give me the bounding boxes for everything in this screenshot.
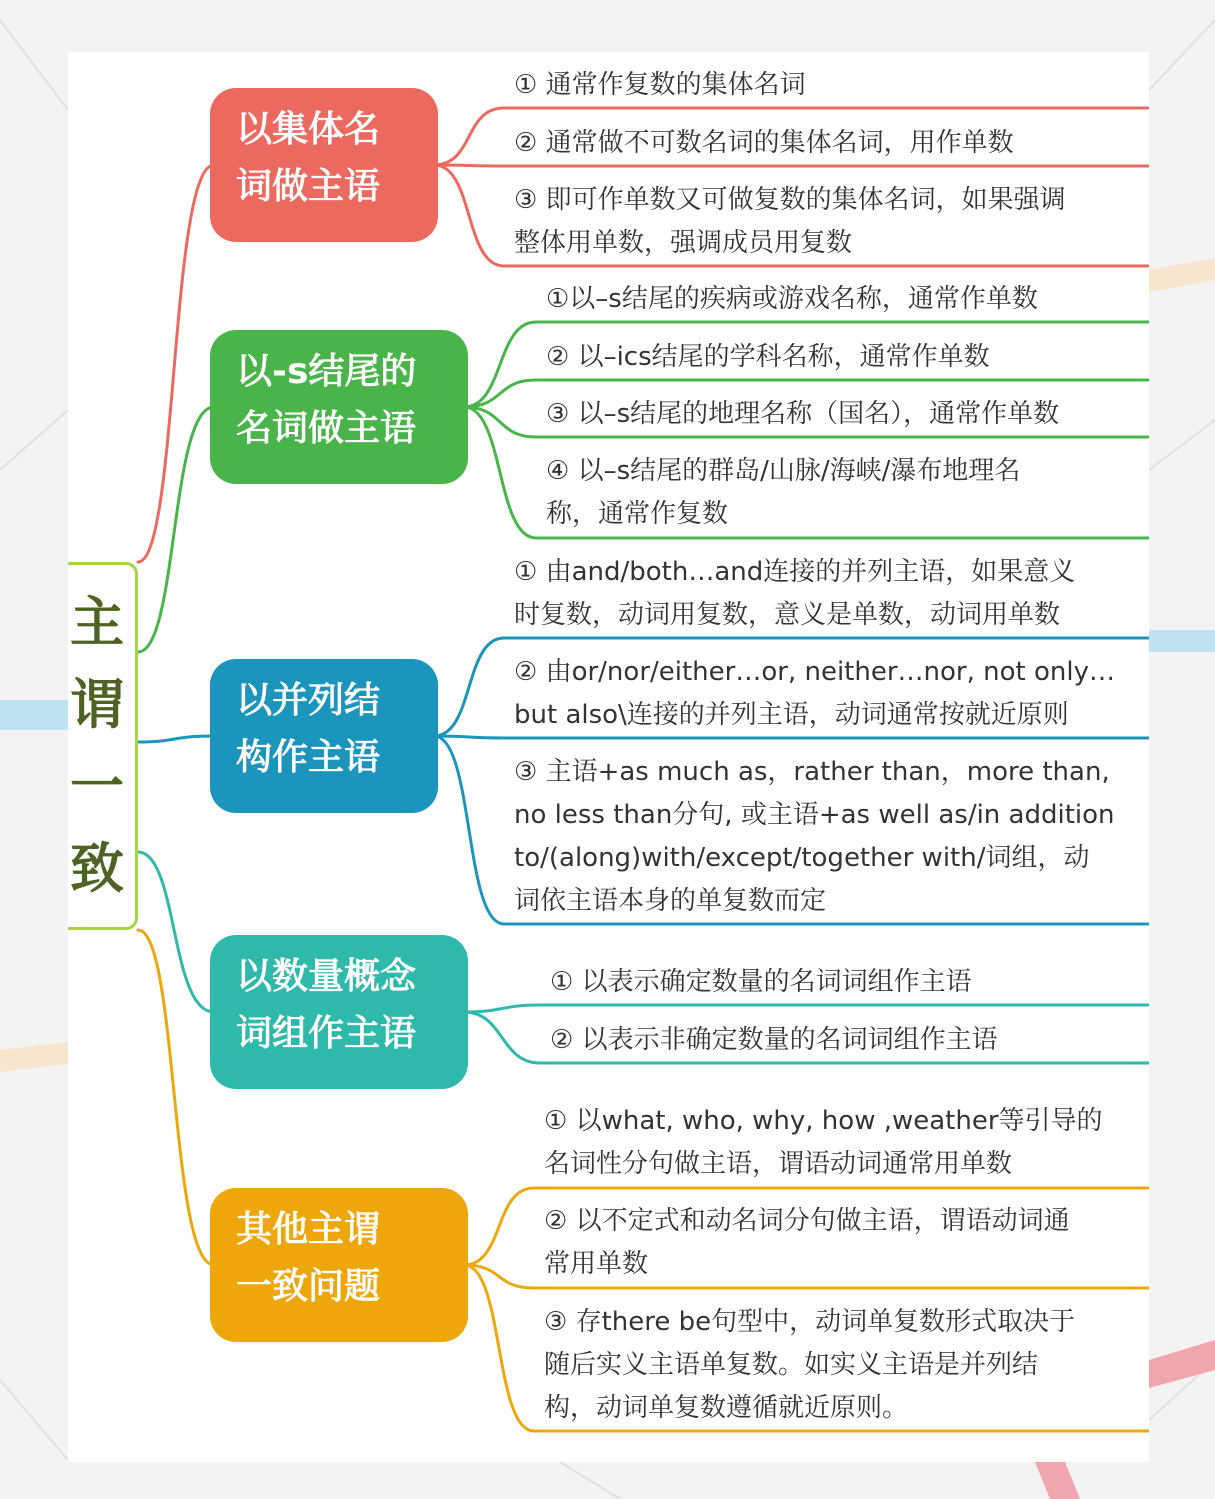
- leaf-text-line: ④ 以–s结尾的群岛/山脉/海峡/瀑布地理名: [546, 456, 1021, 486]
- leaf-text-line: ① 由and/both…and连接的并列主语，如果意义: [514, 557, 1076, 587]
- leaf-item: [514, 64, 806, 107]
- leaf-text-line: ①以–s结尾的疾病或游戏名称，通常作单数: [546, 284, 1038, 314]
- leaf-item: [514, 651, 1115, 737]
- leaf-item: [546, 393, 1059, 436]
- branch-label-line: 其他主谓: [236, 1209, 381, 1250]
- branch-node-coordinate-subjects: [210, 659, 438, 813]
- leaf-text-line: ③ 主语+as much as，rather than，more than,: [514, 757, 1110, 787]
- branch-label-line: 以并列结: [236, 680, 381, 721]
- leaf-text-line: no less than分句, 或主语+as well as/in addition: [514, 800, 1115, 830]
- leaf-item: [514, 751, 1115, 923]
- leaf-text-line: ② 以表示非确定数量的名词词组作主语: [550, 1025, 998, 1055]
- leaf-text-line: 构，动词单复数遵循就近原则。: [544, 1393, 909, 1423]
- leaf-text-line: 名词性分句做主语，谓语动词通常用单数: [544, 1149, 1013, 1179]
- leaf-text-line: ① 以表示确定数量的名词词组作主语: [550, 967, 972, 997]
- leaf-item: [544, 1100, 1103, 1186]
- connector-line: [464, 1005, 1149, 1012]
- leaf-item: [514, 551, 1075, 637]
- leaf-item: [544, 1301, 1075, 1430]
- branch-node-s-ending-nouns: [210, 330, 468, 484]
- root-char: 谓: [70, 673, 124, 736]
- leaf-item: [514, 179, 1066, 265]
- leaf-text-line: ② 通常做不可数名词的集体名词，用作单数: [514, 128, 1014, 158]
- leaf-text-line: ② 以不定式和动名词分句做主语，谓语动词通: [544, 1206, 1070, 1236]
- branch-label-line: 以集体名: [236, 109, 381, 150]
- connector-line: [138, 930, 214, 1265]
- leaf-text-line: 词依主语本身的单复数而定: [514, 886, 827, 916]
- leaf-text-line: 整体用单数，强调成员用复数: [514, 228, 853, 258]
- root-node: [68, 562, 138, 930]
- connector-line: [138, 852, 214, 1012]
- leaf-text-line: 时复数，动词用复数，意义是单数，动词用单数: [514, 600, 1061, 630]
- root-char: 致: [70, 837, 124, 900]
- leaf-text-line: but also\连接的并列主语，动词通常按就近原则: [514, 700, 1069, 730]
- leaf-item: [550, 1019, 998, 1062]
- branch-label-line: 以-s结尾的: [236, 351, 417, 392]
- root-char: 主: [70, 591, 124, 654]
- connector-line: [434, 165, 1149, 166]
- leaf-text-line: ② 以–ics结尾的学科名称，通常作单数: [546, 342, 990, 372]
- branch-label-line: 名词做主语: [236, 408, 417, 449]
- root-char: 一: [70, 755, 124, 818]
- leaf-item: [546, 336, 990, 379]
- leaf-text-line: ③ 以–s结尾的地理名称（国名），通常作单数: [546, 399, 1060, 429]
- connector-line: [138, 165, 214, 562]
- branch-label-line: 以数量概念: [236, 956, 417, 997]
- branch-label-line: 词组作主语: [236, 1013, 417, 1054]
- leaf-item: [550, 961, 972, 1004]
- leaf-text-line: 常用单数: [544, 1249, 649, 1279]
- leaf-text-line: 随后实义主语单复数。如实义主语是并列结: [544, 1350, 1039, 1380]
- leaf-text-line: to/(along)with/except/together with/词组，动: [514, 843, 1090, 873]
- mind-map: [68, 52, 1149, 1462]
- branch-label-line: 一致问题: [236, 1266, 381, 1307]
- branch-node-collective-nouns: [210, 88, 438, 242]
- leaf-text-line: ③ 即可作单数又可做复数的集体名词，如果强调: [514, 185, 1066, 215]
- branch-label-line: 词做主语: [236, 166, 381, 207]
- branch-label-line: 构作主语: [236, 737, 381, 778]
- branch-node-other-agreement: [210, 1188, 468, 1342]
- leaf-item: [544, 1200, 1070, 1286]
- leaf-text-line: ① 通常作复数的集体名词: [514, 70, 806, 100]
- leaf-item: [546, 450, 1020, 536]
- connector-line: [138, 407, 214, 652]
- branch-node-quantity-phrases: [210, 935, 468, 1089]
- leaf-item: [514, 122, 1014, 165]
- leaf-text-line: ① 以what, who, why, how ,weather等引导的: [544, 1106, 1103, 1136]
- leaf-text-line: ② 由or/nor/either…or, neither…nor, not only…: [514, 657, 1115, 687]
- leaf-text-line: ③ 存there be句型中，动词单复数形式取决于: [544, 1307, 1076, 1337]
- leaf-text-line: 称，通常作复数: [546, 499, 729, 529]
- leaf-item: [546, 278, 1038, 321]
- connector-line: [138, 736, 214, 742]
